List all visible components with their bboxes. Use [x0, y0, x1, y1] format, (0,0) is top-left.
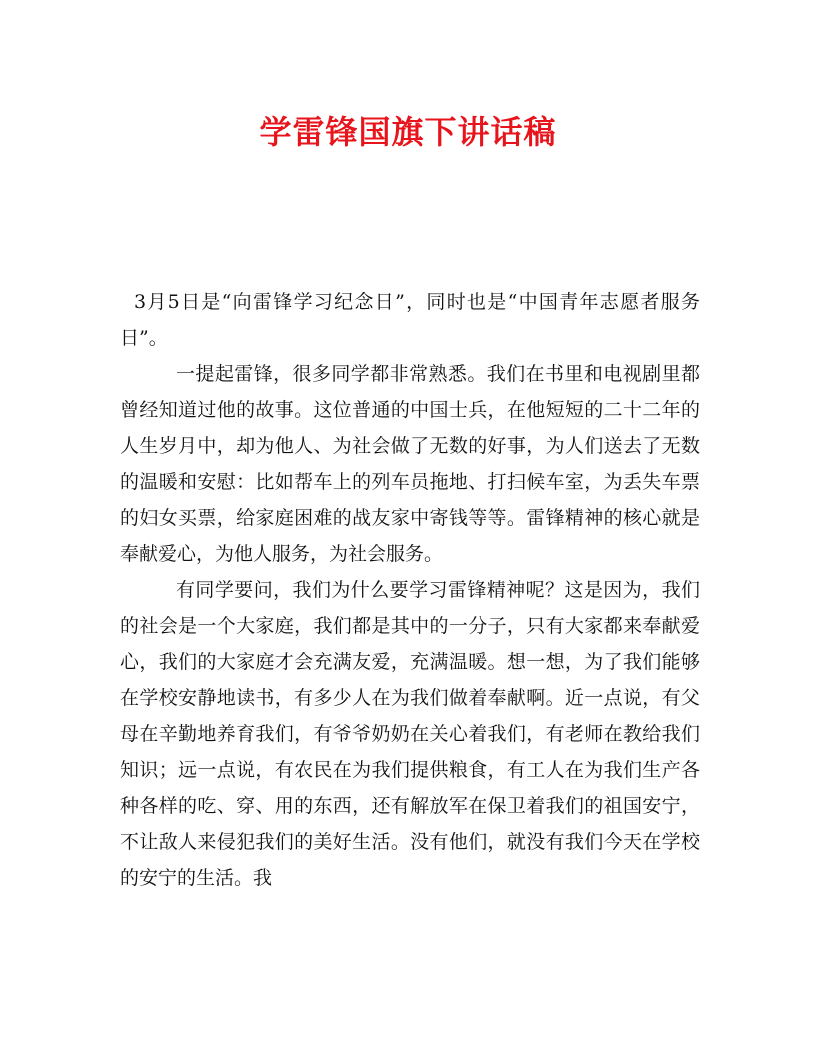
paragraph-1: 3月5日是“向雷锋学习纪念日”，同时也是“中国青年志愿者服务日”。	[120, 291, 700, 349]
paragraph-3: 有同学要问，我们为什么要学习雷锋精神呢？这是因为，我们的社会是一个大家庭，我们都是其中的一分子，只有大家都来奉献爱心，我们的大家庭才会充满友爱，充满温暖。想一想，为了我们能够在学校安静地读书，有多少人在为我们做着奉献啊。近一点说，有父母在辛勤地养育我们，有爷爷奶奶在关心着我们，有老师在教给我们知识；远一点说，有农民在为我们提供粮食，有工人在为我们生产各种各样的吃、穿、用的东西，还有解放军在保卫着我们的祖国安宁，不让敌人来侵犯我们的美好生活。没有他们，就没有我们今天在学校的安宁的生活。我	[120, 579, 700, 889]
paragraph-2: 一提起雷锋，很多同学都非常熟悉。我们在书里和电视剧里都曾经知道过他的故事。这位普通的中国士兵，在他短短的二十二年的人生岁月中，却为他人、为社会做了无数的好事，为人们送去了无数的温暖和安慰：比如帮车上的列车员拖地、打扫候车室，为丢失车票的妇女买票，给家庭困难的战友家中寄钱等等。雷锋精神的核心就是奉献爱心，为他人服务，为社会服务。	[120, 363, 700, 565]
document-body	[120, 284, 700, 896]
document-title: 学雷锋国旗下讲话稿	[259, 113, 557, 151]
